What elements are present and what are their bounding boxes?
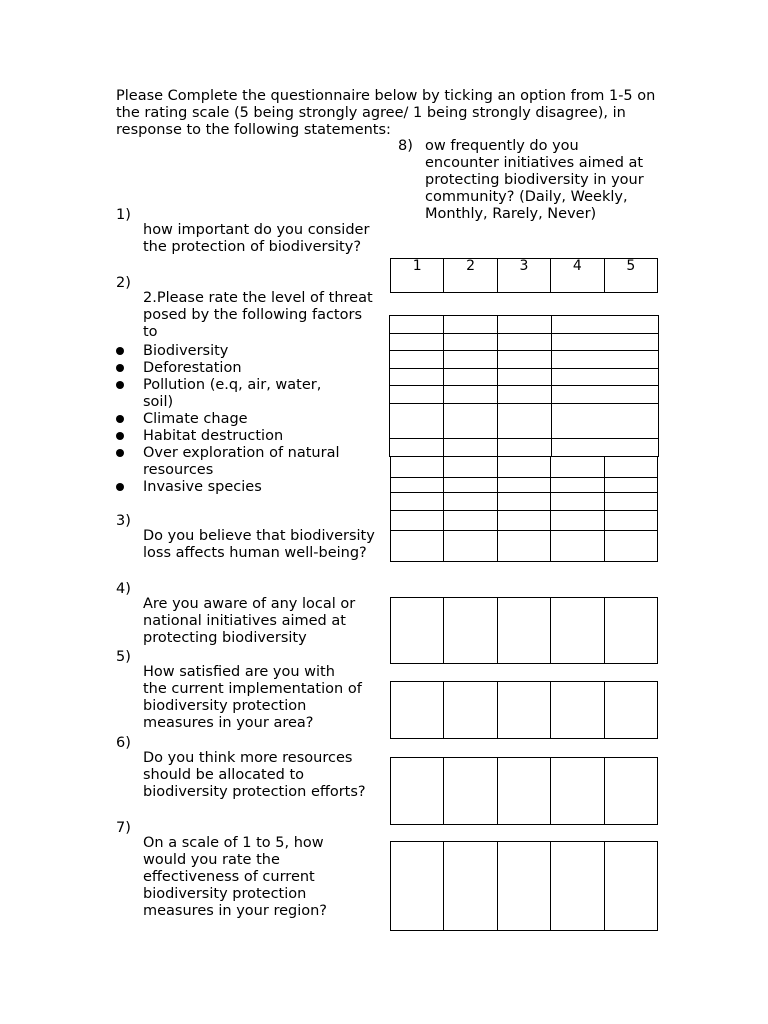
question-4-number: 4) — [116, 581, 131, 597]
rating-cell[interactable] — [497, 478, 550, 493]
rating-cell[interactable] — [444, 351, 498, 369]
rating-cell[interactable] — [551, 493, 604, 511]
factor-invasive-species: Invasive species — [143, 479, 262, 495]
question-3-text: Do you believe that biodiversity loss affects human well-being? — [143, 527, 375, 561]
question-2-number: 2) — [116, 275, 131, 291]
rating-cell[interactable] — [444, 457, 497, 478]
question-5-number: 5) — [116, 649, 131, 665]
rating-cell[interactable] — [444, 682, 497, 739]
rating-cell[interactable] — [444, 842, 497, 931]
question-5-text: How satisfied are you with the current implementation of biodiversity protection measures in your area? — [143, 663, 362, 731]
question-6-rating-grid — [390, 757, 658, 825]
rating-cell[interactable] — [444, 316, 498, 334]
factor-deforestation: Deforestation — [143, 360, 242, 376]
rating-cell[interactable] — [552, 404, 659, 439]
rating-cell[interactable] — [444, 493, 497, 511]
rating-cell[interactable] — [552, 316, 659, 334]
bullet-icon — [116, 364, 124, 372]
rating-scale-header — [390, 258, 658, 293]
rating-cell[interactable] — [497, 758, 550, 825]
rating-cell[interactable] — [391, 682, 444, 739]
rating-cell[interactable] — [444, 386, 498, 404]
rating-cell[interactable] — [390, 439, 444, 457]
rating-cell[interactable] — [497, 493, 550, 511]
rating-cell[interactable] — [498, 334, 552, 351]
rating-cell[interactable] — [444, 598, 497, 664]
rating-cell[interactable] — [552, 351, 659, 369]
question-6-number: 6) — [116, 735, 131, 751]
rating-cell[interactable] — [444, 758, 497, 825]
rating-cell[interactable] — [498, 369, 552, 386]
bullet-icon — [116, 415, 124, 423]
scale-4: 4 — [551, 259, 604, 293]
rating-cell[interactable] — [498, 351, 552, 369]
question-5-rating-grid — [390, 681, 658, 739]
rating-cell[interactable] — [391, 511, 444, 531]
rating-cell[interactable] — [551, 457, 604, 478]
question-1-number: 1) — [116, 207, 131, 223]
rating-cell[interactable] — [552, 439, 659, 457]
rating-cell[interactable] — [497, 457, 550, 478]
rating-cell[interactable] — [497, 598, 550, 664]
question-7-number: 7) — [116, 820, 131, 836]
rating-cell[interactable] — [390, 351, 444, 369]
rating-cell[interactable] — [497, 511, 550, 531]
rating-cell[interactable] — [498, 404, 552, 439]
rating-cell[interactable] — [498, 439, 552, 457]
question-1-text: how important do you consider the protection of biodiversity? — [143, 221, 370, 255]
rating-cell[interactable] — [604, 598, 657, 664]
rating-cell[interactable] — [551, 758, 604, 825]
rating-cell[interactable] — [604, 457, 657, 478]
bullet-icon — [116, 483, 124, 491]
rating-cell[interactable] — [391, 598, 444, 664]
rating-cell[interactable] — [604, 842, 657, 931]
rating-cell[interactable] — [551, 598, 604, 664]
rating-cell[interactable] — [391, 758, 444, 825]
factor-over-exploration: Over exploration of natural resources — [143, 445, 340, 478]
factor-climate-change: Climate chage — [143, 411, 248, 427]
rating-cell[interactable] — [604, 478, 657, 493]
rating-cell[interactable] — [497, 842, 550, 931]
bullet-icon — [116, 449, 124, 457]
scale-5: 5 — [604, 259, 657, 293]
rating-cell[interactable] — [391, 478, 444, 493]
intro-text: Please Complete the questionnaire below by ticking an option from 1-5 on the rating scale (5 being strongly agree/ 1 being strongly disagree), in response to the following statements: — [116, 88, 656, 138]
rating-cell[interactable] — [444, 404, 498, 439]
rating-cell[interactable] — [551, 511, 604, 531]
rating-cell[interactable] — [391, 531, 444, 562]
factor-rating-grid-bottom — [390, 456, 658, 562]
rating-cell[interactable] — [604, 682, 657, 739]
question-3-number: 3) — [116, 513, 131, 529]
rating-cell[interactable] — [444, 439, 498, 457]
rating-cell[interactable] — [498, 386, 552, 404]
rating-cell[interactable] — [391, 457, 444, 478]
rating-cell[interactable] — [390, 369, 444, 386]
rating-cell[interactable] — [497, 682, 550, 739]
rating-cell[interactable] — [390, 334, 444, 351]
factor-biodiversity: Biodiversity — [143, 343, 229, 359]
rating-cell[interactable] — [390, 316, 444, 334]
rating-cell[interactable] — [551, 478, 604, 493]
question-7-text: On a scale of 1 to 5, how would you rate the effectiveness of current biodiversity protection measures in your region? — [143, 834, 327, 919]
rating-cell[interactable] — [497, 531, 550, 562]
question-4-text: Are you aware of any local or national initiatives aimed at protecting biodiversity — [143, 595, 356, 646]
rating-cell[interactable] — [552, 369, 659, 386]
rating-cell[interactable] — [444, 369, 498, 386]
bullet-icon — [116, 432, 124, 440]
rating-cell[interactable] — [444, 334, 498, 351]
rating-cell[interactable] — [604, 511, 657, 531]
rating-cell[interactable] — [444, 511, 497, 531]
question-8-text: ow frequently do you encounter initiatives aimed at protecting biodiversity in your community? (Daily, Weekly, Monthly, Rarely, Never) — [425, 138, 644, 222]
rating-cell[interactable] — [551, 531, 604, 562]
factor-rating-grid-top — [389, 315, 659, 457]
rating-cell[interactable] — [390, 404, 444, 439]
rating-cell[interactable] — [391, 842, 444, 931]
rating-cell[interactable] — [391, 493, 444, 511]
rating-cell[interactable] — [604, 758, 657, 825]
bullet-icon — [116, 381, 124, 389]
question-6-text: Do you think more resources should be allocated to biodiversity protection efforts? — [143, 749, 366, 800]
factor-pollution: Pollution (e.q, air, water, soil) — [143, 377, 322, 410]
scale-3: 3 — [497, 259, 550, 293]
rating-cell[interactable] — [551, 682, 604, 739]
factor-habitat-destruction: Habitat destruction — [143, 428, 284, 444]
scale-1: 1 — [391, 259, 444, 293]
question-2-text: 2.Please rate the level of threat posed by the following factors to — [143, 289, 373, 340]
rating-cell[interactable] — [444, 531, 497, 562]
rating-cell[interactable] — [604, 493, 657, 511]
rating-cell[interactable] — [552, 386, 659, 404]
question-4-rating-grid — [390, 597, 658, 664]
rating-cell[interactable] — [604, 531, 657, 562]
scale-2: 2 — [444, 259, 497, 293]
question-8-number: 8) — [398, 138, 413, 154]
rating-cell[interactable] — [552, 334, 659, 351]
question-7-rating-grid — [390, 841, 658, 931]
rating-cell[interactable] — [444, 478, 497, 493]
rating-cell[interactable] — [498, 316, 552, 334]
bullet-icon — [116, 347, 124, 355]
rating-cell[interactable] — [390, 386, 444, 404]
rating-cell[interactable] — [551, 842, 604, 931]
